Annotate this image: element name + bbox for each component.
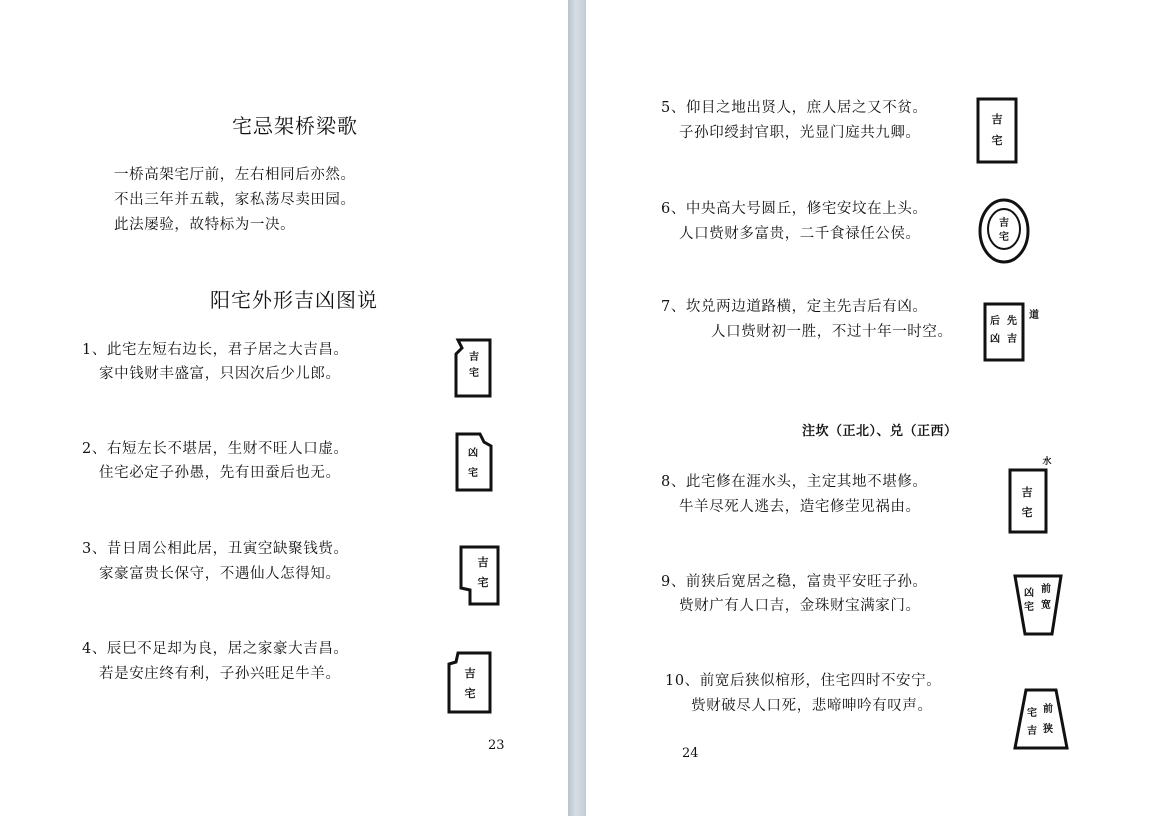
- entry-5-line-1: 5、仰目之地出贤人，庶人居之又不贫。: [661, 100, 928, 116]
- direction-note: 注坎（正北）、兑（正西）: [802, 424, 958, 439]
- figure-char: 宅: [1021, 506, 1033, 519]
- figure-char: 吉: [1007, 334, 1017, 345]
- entry-9-line-1: 9、前狭后宽居之稳，富贵平安旺子孙。: [661, 574, 928, 590]
- entry-8-figure: [1007, 452, 1057, 536]
- figure-char: 宅: [468, 468, 478, 479]
- song-title: 宅忌架桥梁歌: [232, 114, 358, 138]
- entry-4-line-1: 4、辰巳不足却为良，居之家豪大吉昌。: [82, 641, 349, 657]
- figure-char: 宽: [1041, 600, 1051, 611]
- entry-10-figure: [1012, 686, 1070, 752]
- figure-char: 吉: [477, 556, 489, 569]
- entry-7-figure: [982, 300, 1054, 364]
- entry-5-figure: [975, 96, 1021, 166]
- entry-8-line-2: 牛羊尽死人逃去，造宅修茔见祸由。: [679, 499, 921, 515]
- page-number: 23: [488, 738, 505, 753]
- figure-char: 宅: [469, 368, 479, 379]
- entry-6-line-2: 人口赀财多富贵，二千食禄任公侯。: [679, 226, 921, 242]
- entry-4-line-2: 若是安庄终有利，子孙兴旺足牛羊。: [99, 666, 341, 682]
- entry-4-figure: [446, 650, 494, 716]
- figure-char: 前: [1041, 584, 1051, 595]
- figure-char: 宅: [999, 232, 1009, 243]
- section-title: 阳宅外形吉凶图说: [210, 288, 378, 312]
- entry-9-line-2: 赀财广有人口吉，金珠财宝满家门。: [679, 598, 921, 614]
- figure-char: 宅: [1024, 602, 1034, 613]
- figure-char: 吉: [469, 352, 479, 363]
- figure-char: 宅: [1027, 708, 1037, 719]
- entry-10-line-1: 10、前宽后狭似棺形，住宅四时不安宁。: [665, 673, 942, 689]
- figure-char: 凶: [990, 334, 1000, 345]
- entry-1-line-2: 家中钱财丰盛富，只因次后少儿郎。: [99, 366, 341, 382]
- entry-6-line-1: 6、中央高大号圆丘，修宅安坟在上头。: [661, 201, 928, 217]
- entry-8-line-1: 8、此宅修在涯水头，主定其地不堪修。: [661, 474, 928, 490]
- figure-char: 吉: [1027, 726, 1037, 737]
- figure-char: 凶: [468, 448, 478, 459]
- figure-char: 凶: [1024, 588, 1034, 599]
- figure-char: 后: [990, 316, 1000, 327]
- entry-10-line-2: 赀财破尽人口死，悲啼呻吟有叹声。: [691, 698, 933, 714]
- entry-7-line-1: 7、坎兑两边道路横，定主先吉后有凶。: [661, 299, 928, 315]
- left-page: [0, 0, 568, 816]
- figure-char: 道: [1029, 310, 1039, 321]
- page-gutter: [568, 0, 586, 816]
- figure-char: 先: [1007, 316, 1017, 327]
- entry-1-line-1: 1、此宅左短右边长，君子居之大吉昌。: [82, 342, 349, 358]
- song-line-1: 一桥高架宅厅前，左右相同后亦然。: [114, 167, 356, 183]
- entry-6-figure: [978, 196, 1032, 266]
- right-page: [586, 0, 1156, 816]
- entry-9-figure: [1012, 572, 1064, 638]
- page-number: 24: [682, 746, 699, 761]
- entry-3-figure: [458, 544, 502, 608]
- figure-char: 吉: [991, 113, 1003, 126]
- figure-char: 吉: [464, 667, 476, 680]
- entry-3-line-1: 3、昔日周公相此居，丑寅空缺聚钱赀。: [82, 541, 349, 557]
- figure-char: 宅: [991, 134, 1003, 147]
- figure-char: 吉: [999, 218, 1009, 229]
- figure-char: 水: [1042, 457, 1052, 467]
- figure-char: 狭: [1043, 724, 1053, 735]
- song-line-3: 此法屡验，故特标为一决。: [114, 217, 296, 233]
- entry-2-line-2: 住宅必定子孙愚，先有田蚕后也无。: [99, 465, 341, 481]
- figure-char: 吉: [1021, 486, 1033, 499]
- figure-char: 前: [1043, 704, 1053, 715]
- figure-char: 宅: [477, 576, 489, 589]
- song-line-2: 不出三年并五载，家私荡尽卖田园。: [114, 192, 356, 208]
- entry-1-figure: [454, 336, 492, 400]
- entry-7-line-2: 人口赀财初一胜，不过十年一时空。: [711, 324, 953, 340]
- entry-3-line-2: 家豪富贵长保守，不遇仙人怎得知。: [99, 566, 341, 582]
- entry-2-figure: [454, 430, 494, 494]
- entry-5-line-2: 子孙印绶封官职，光显门庭共九卿。: [679, 125, 921, 141]
- figure-char: 宅: [464, 687, 476, 700]
- entry-2-line-1: 2、右短左长不堪居，生财不旺人口虚。: [82, 441, 349, 457]
